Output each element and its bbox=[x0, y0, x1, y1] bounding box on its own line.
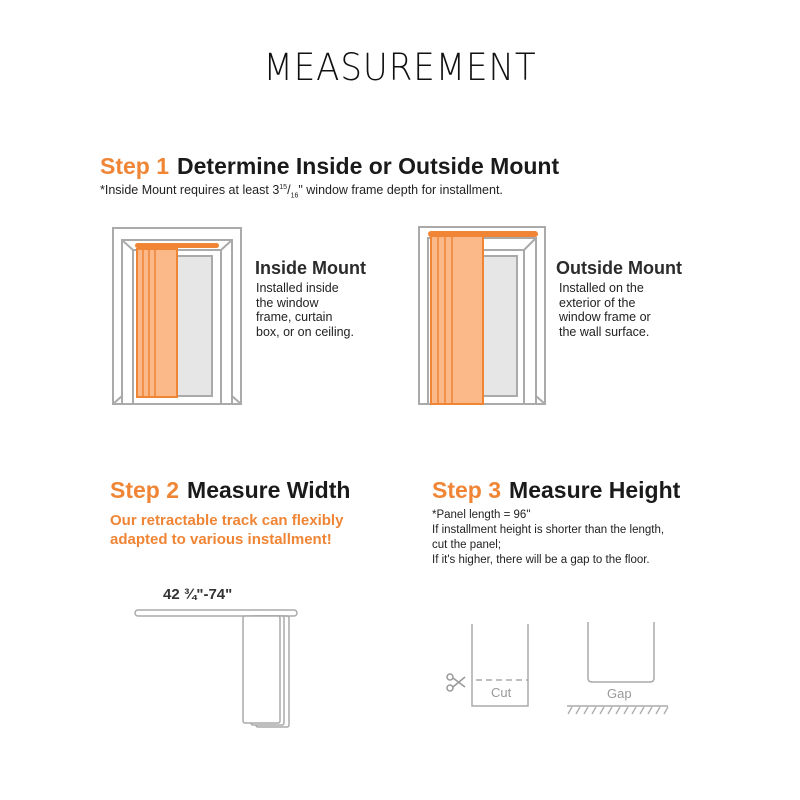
gap-label: Gap bbox=[607, 686, 632, 701]
step2-number: Step 2 bbox=[110, 477, 180, 503]
desc-line: Installed inside bbox=[256, 281, 339, 295]
note-numerator: 15 bbox=[279, 183, 288, 191]
step1-note: *Inside Mount requires at least $3^{15}/_{16}$" window frame depth for installment. bbox=[100, 183, 503, 200]
page-title: MEASUREMENT bbox=[263, 46, 537, 89]
desc-line: box, or on ceiling. bbox=[256, 324, 354, 339]
step2-description bbox=[110, 511, 343, 549]
width-range: 42 ¾"-74" bbox=[163, 586, 233, 603]
step1-number: Step 1 bbox=[100, 153, 170, 179]
desc-line: Installed on the bbox=[559, 281, 644, 295]
inside-mount-description bbox=[256, 281, 354, 339]
outside-curtain bbox=[431, 236, 483, 404]
scissors-icon bbox=[447, 674, 465, 691]
hatch-line bbox=[600, 707, 604, 714]
desc-line: the window bbox=[256, 295, 319, 310]
step2-heading bbox=[110, 477, 350, 504]
hatch-line bbox=[576, 707, 580, 714]
note-denominator: 16 bbox=[290, 192, 299, 200]
desc-line: Our retractable track can flexibly bbox=[110, 512, 344, 529]
desc-line: cut the panel; bbox=[432, 539, 502, 551]
hatch-line bbox=[568, 707, 572, 714]
desc-line: window frame or bbox=[559, 310, 651, 324]
step3-number: Step 3 bbox=[432, 477, 502, 503]
hatch-line bbox=[592, 707, 596, 714]
note-text: *Inside Mount requires at least 3 bbox=[100, 183, 280, 197]
hatch-line bbox=[624, 707, 628, 714]
desc-line: adapted to various installment! bbox=[110, 531, 332, 548]
desc-line: the wall surface. bbox=[559, 324, 650, 339]
step3-heading bbox=[432, 477, 680, 504]
desc-line: frame, curtain bbox=[256, 310, 333, 324]
step1-heading bbox=[100, 153, 559, 180]
hatch-line bbox=[656, 707, 660, 714]
floor-hatch bbox=[568, 707, 668, 714]
hatch-line bbox=[640, 707, 644, 714]
step3-description bbox=[432, 508, 664, 568]
outside-mount-description bbox=[559, 281, 651, 339]
desc-line: If installment height is shorter than the length, bbox=[432, 524, 665, 536]
width-illustration bbox=[135, 610, 297, 727]
desc-line: exterior of the bbox=[559, 295, 636, 310]
inside-track bbox=[135, 243, 219, 248]
hatch-line bbox=[608, 707, 612, 714]
hatch-line bbox=[584, 707, 588, 714]
hatch-line bbox=[616, 707, 620, 714]
outside-mount-label: Outside Mount bbox=[556, 258, 682, 278]
desc-line: *Panel length = 96" bbox=[432, 509, 531, 521]
hatch-line bbox=[648, 707, 652, 714]
cut-label: Cut bbox=[491, 685, 512, 700]
step1-title: Determine Inside or Outside Mount bbox=[177, 153, 560, 179]
inside-mount-label: Inside Mount bbox=[255, 258, 366, 278]
note-suffix: " window frame depth for installment. bbox=[298, 183, 503, 197]
step2-title: Measure Width bbox=[187, 477, 351, 503]
step3-title: Measure Height bbox=[509, 477, 681, 503]
outside-track bbox=[428, 231, 538, 237]
desc-line: If it's higher, there will be a gap to the floor. bbox=[432, 554, 650, 566]
hatch-line bbox=[664, 707, 668, 714]
hatch-line bbox=[632, 707, 636, 714]
